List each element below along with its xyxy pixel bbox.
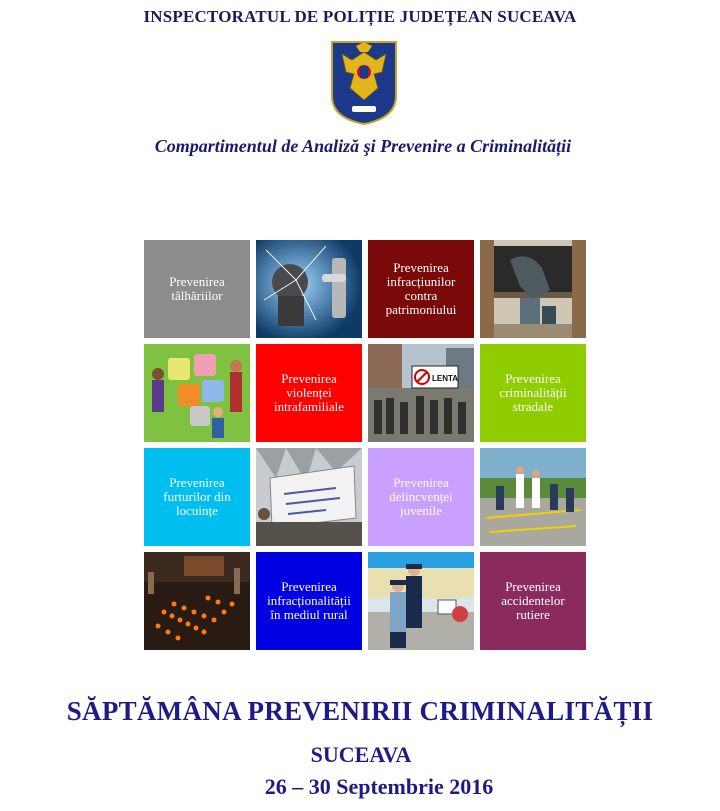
tile-home-burglary-prevention	[144, 448, 250, 546]
children-playground-photo	[480, 448, 586, 546]
event-dates: 26 – 30 Septembrie 2016	[264, 774, 494, 799]
protest-sign-text: LENTA	[432, 374, 459, 383]
tile-label: Prevenirea criminalității stradale	[499, 371, 567, 414]
tile-label: Prevenirea infracțiunilor contra patrimoniului	[385, 260, 457, 317]
event-title: SĂPTĂMÂNA PREVENIRII CRIMINALITĂȚII	[66, 696, 654, 726]
candles-night-photo	[144, 552, 250, 650]
burglar-window-photo	[480, 240, 586, 338]
tile-street-crime-prevention	[480, 344, 586, 442]
institution-title: INSPECTORATUL DE POLIȚIE JUDEȚEAN SUCEAVA	[143, 7, 577, 26]
tile-robbery-prevention	[144, 240, 250, 338]
department-subtitle: Compartimentul de Analiză şi Prevenire a Criminalității	[154, 136, 572, 156]
tile-label: Prevenirea violenței intrafamiliale	[273, 371, 345, 414]
police-officers-event-photo	[368, 552, 474, 650]
tile-juvenile-delinquency-prevention	[368, 448, 474, 546]
tile-label: Prevenirea delincvenței juvenile	[389, 475, 453, 518]
tile-rural-crime-prevention	[256, 552, 362, 650]
event-city: SUCEAVA	[310, 742, 412, 767]
tile-domestic-violence-prevention	[256, 344, 362, 442]
tile-label: Prevenirea infracționalității în mediul rural	[267, 579, 351, 622]
street-protest-photo	[368, 344, 474, 442]
tile-label: Prevenirea accidentelor rutiere	[501, 579, 565, 622]
banner-march-photo	[256, 448, 362, 546]
tile-road-accident-prevention	[480, 552, 586, 650]
tile-property-crime-prevention	[368, 240, 474, 338]
tile-label: Prevenirea furturilor din locuințe	[163, 475, 231, 518]
police-crest-logo	[328, 38, 400, 126]
tile-label: Prevenirea tâlhăriilor	[169, 274, 225, 303]
prevention-topics-grid	[144, 240, 586, 650]
puzzle-people-illustration	[144, 344, 250, 442]
broken-glass-burglar-photo	[256, 240, 362, 338]
